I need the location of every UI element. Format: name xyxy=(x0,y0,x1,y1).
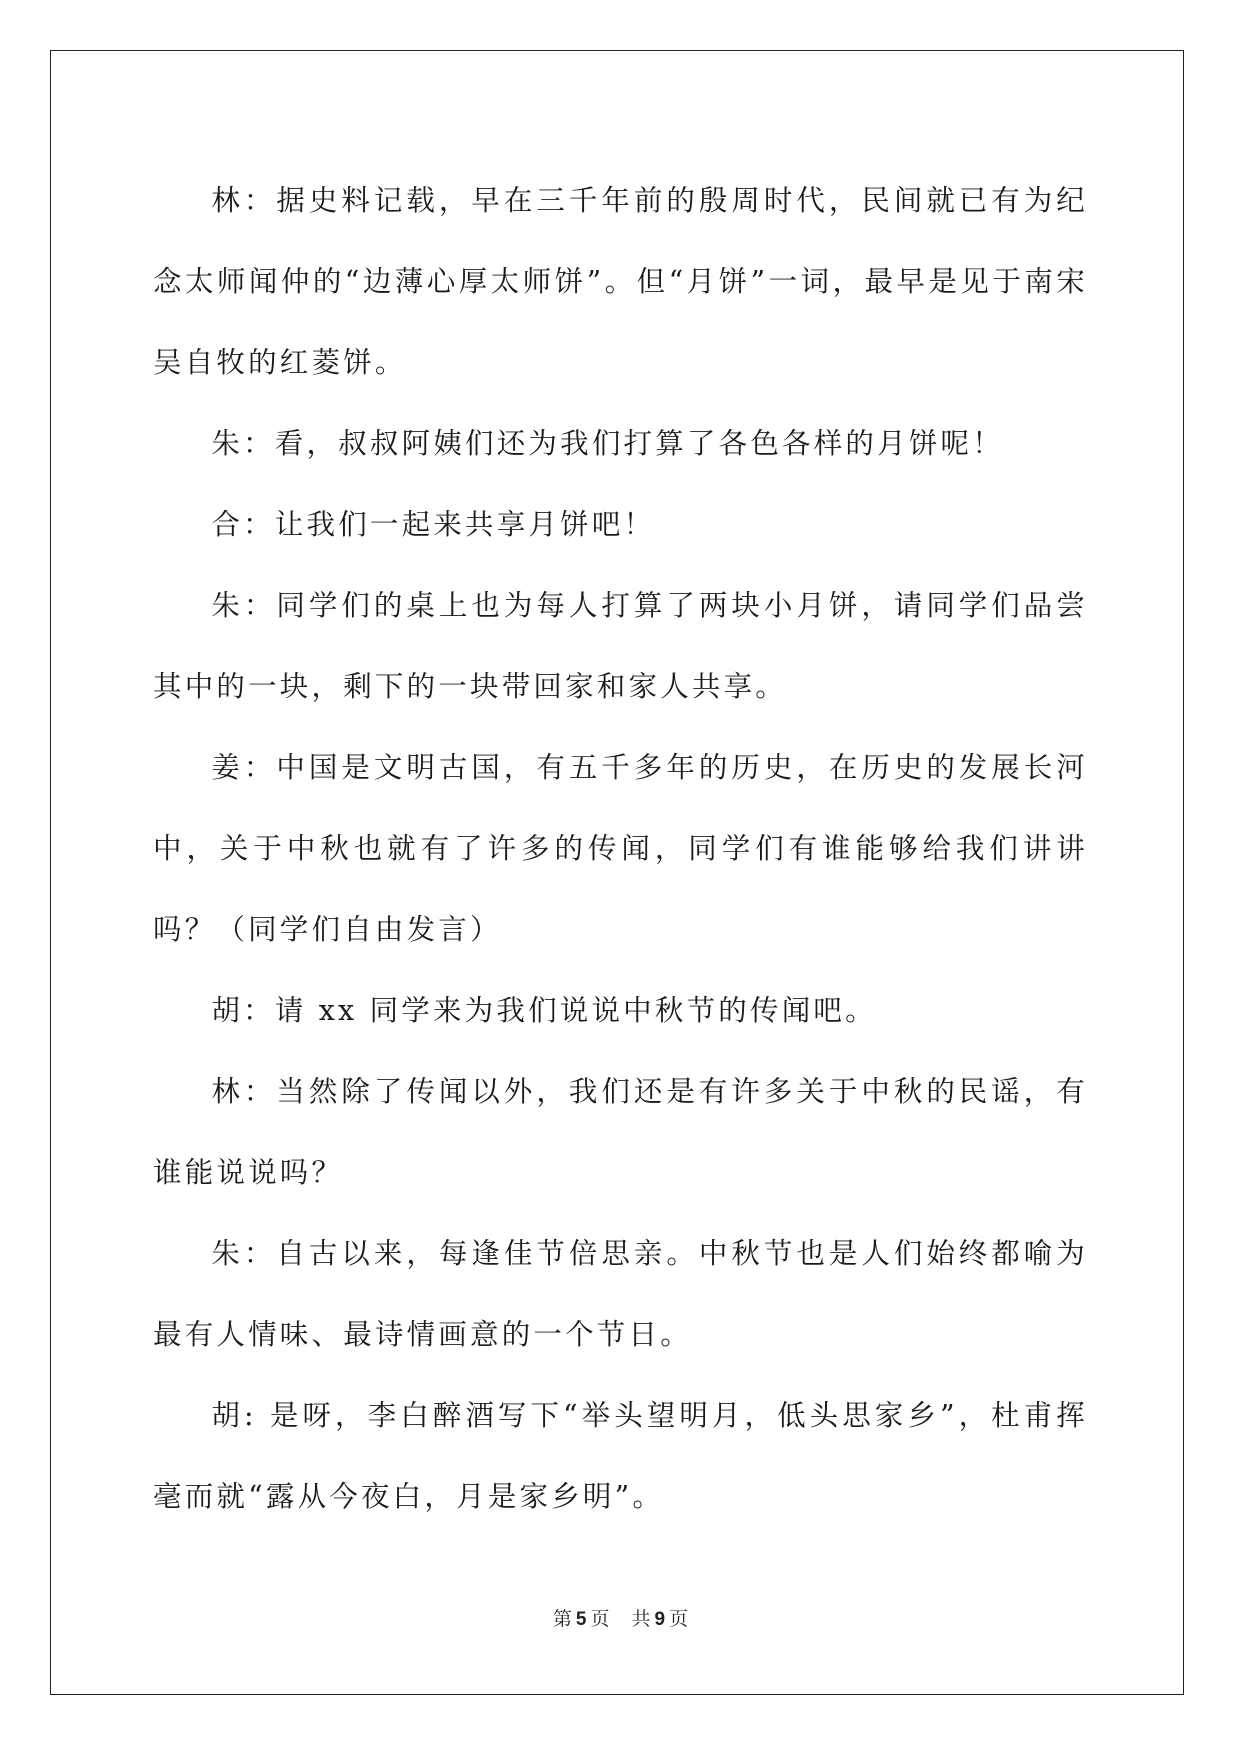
document-body xyxy=(153,160,1088,1537)
paragraph: 胡: 是呀，李白醉酒写下“举头望明月，低头思家乡”，杜甫挥毫而就“露从今夜白，月是家乡明”。 xyxy=(153,1399,1088,1513)
paragraph: 朱：自古以来，每逢佳节倍思亲。中秋节也是人们始终都喻为最有人情味、最诗情画意的一个节日。 xyxy=(153,1237,1088,1351)
paragraph: 朱：看，叔叔阿姨们还为我们打算了各色各样的月饼呢！ xyxy=(211,427,1004,460)
paragraph: 林：当然除了传闻以外，我们还是有许多关于中秋的民谣，有谁能说说吗？ xyxy=(153,1075,1088,1189)
paragraph: 林：据史料记载，早在三千年前的殷周时代，民间就已有为纪念太师闻仲的“边薄心厚太师饼”。但“月饼”一词，最早是见于南宋吴自牧的红菱饼。 xyxy=(153,184,1088,379)
paragraph: 姜：中国是文明古国，有五千多年的历史，在历史的发展长河中，关于中秋也就有了许多的传闻，同学们有谁能够给我们讲讲吗？（同学们自由发言） xyxy=(153,751,1088,946)
page-prefix: 第 xyxy=(552,1608,572,1630)
page-suffix: 页 xyxy=(590,1608,610,1630)
total-prefix: 共 xyxy=(631,1608,651,1630)
paragraph: 合：让我们一起来共享月饼吧！ xyxy=(211,508,656,541)
current-page-number: 5 xyxy=(575,1609,587,1630)
total-page-number: 9 xyxy=(654,1609,666,1630)
paragraph: 朱：同学们的桌上也为每人打算了两块小月饼，请同学们品尝其中的一块，剩下的一块带回家和家人共享。 xyxy=(153,589,1088,703)
page-footer xyxy=(0,1604,1241,1631)
paragraph: 胡：请 xx 同学来为我们说说中秋节的传闻吧。 xyxy=(211,994,877,1027)
total-suffix: 页 xyxy=(669,1608,689,1630)
